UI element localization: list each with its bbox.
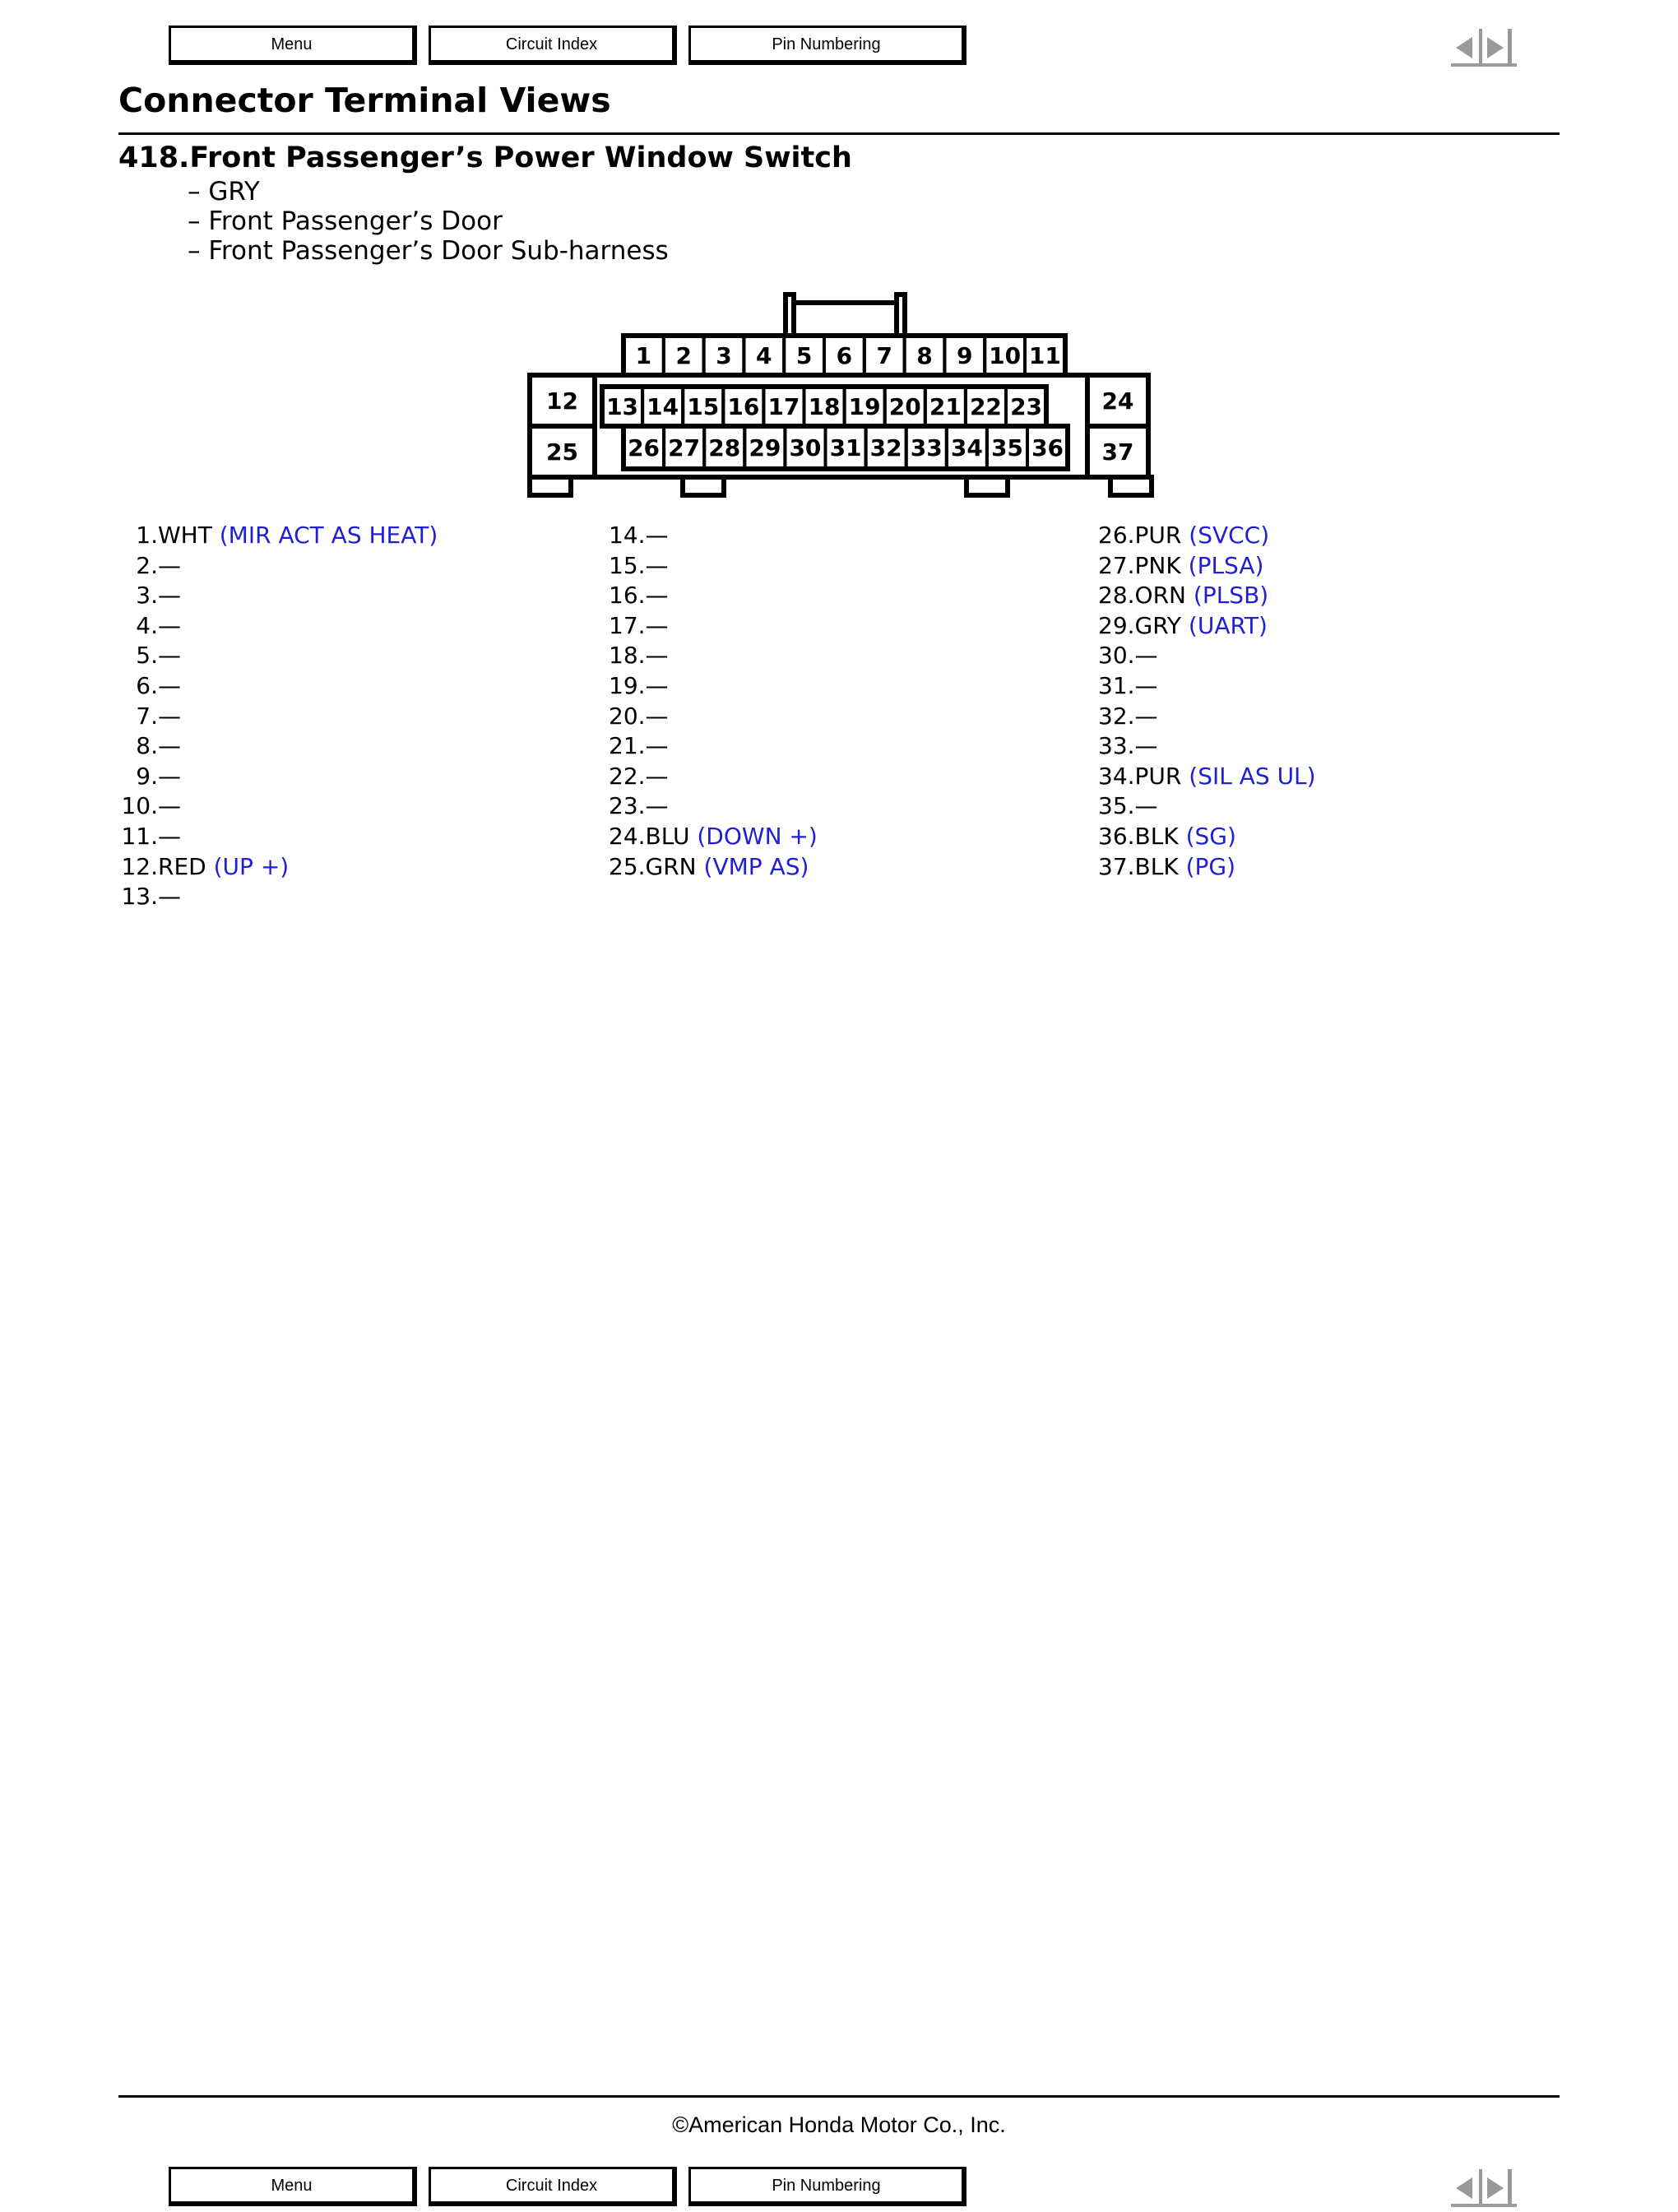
- pin-label-29: 29: [749, 434, 781, 461]
- pin-label-19: 19: [848, 393, 881, 420]
- pin-number: 35.: [1098, 792, 1135, 820]
- pin-number: 23.: [609, 792, 646, 820]
- pin-number: 12.: [121, 852, 158, 880]
- pin-list-item: [118, 521, 438, 551]
- pin-number: 15.: [609, 551, 646, 579]
- pin-list-item: [609, 852, 818, 883]
- pin-label-6: 6: [836, 342, 853, 369]
- pin-label-3: 3: [716, 342, 732, 369]
- wire-color: WHT: [158, 522, 212, 549]
- pin-list-item: [1098, 551, 1316, 582]
- pin-list-item: [118, 702, 438, 732]
- pin-list-item: [1098, 731, 1316, 762]
- pin-list-item: [609, 791, 818, 822]
- pin-list-item: [1098, 822, 1316, 852]
- pin-list-item: [1098, 611, 1316, 642]
- pin-list-item: [1098, 762, 1316, 792]
- pin-label-28: 28: [708, 434, 741, 461]
- wire-color: —: [645, 762, 669, 790]
- pin-label-32: 32: [869, 434, 902, 461]
- pin-list-item: [609, 671, 818, 702]
- pin-number: 7.: [136, 702, 158, 730]
- wire-color: —: [645, 522, 669, 549]
- pin-label-8: 8: [916, 342, 933, 369]
- wire-color: —: [645, 792, 669, 820]
- pin-number: 5.: [136, 642, 158, 670]
- circuit-index-button[interactable]: Circuit Index: [429, 26, 677, 65]
- wire-color: —: [158, 551, 181, 579]
- pin-number: 21.: [609, 732, 646, 760]
- pin-numbering-button[interactable]: Pin Numbering: [688, 26, 966, 65]
- wire-color: —: [158, 642, 181, 670]
- pin-list-item: [1098, 791, 1316, 822]
- pin-number: 13.: [121, 883, 158, 911]
- pin-label-22: 22: [969, 393, 1002, 420]
- pin-function: (PG): [1185, 852, 1236, 880]
- wire-color: —: [1134, 702, 1158, 730]
- connector-color: – GRY: [188, 177, 260, 206]
- wire-color: —: [158, 582, 181, 610]
- pin-label-2: 2: [675, 342, 692, 369]
- pin-number: 16.: [609, 582, 646, 610]
- pin-number: 19.: [609, 671, 646, 699]
- pin-number: 11.: [121, 822, 158, 850]
- pin-number: 3.: [136, 582, 158, 610]
- wire-color: PUR: [1134, 762, 1182, 790]
- wire-color: RED: [158, 852, 206, 880]
- pin-label-20: 20: [888, 393, 921, 420]
- wire-color: —: [158, 671, 181, 699]
- connector-title: 418.Front Passenger’s Power Window Switch: [118, 141, 852, 174]
- pin-label-33: 33: [910, 434, 943, 461]
- pin-number: 9.: [136, 762, 158, 790]
- pin-label-30: 30: [789, 434, 822, 461]
- pin-number: 8.: [136, 732, 158, 760]
- pin-list-item: [1098, 521, 1316, 551]
- pin-list-item: [118, 852, 438, 883]
- pin-number: 1.: [136, 522, 158, 549]
- pin-label-35: 35: [990, 434, 1023, 461]
- wire-color: BLK: [1134, 852, 1179, 880]
- pin-number: 31.: [1098, 671, 1135, 699]
- pin-list-item: [1098, 852, 1316, 883]
- pin-label-27: 27: [668, 434, 701, 461]
- pin-label-34: 34: [950, 434, 983, 461]
- pin-function: (MIR ACT AS HEAT): [219, 522, 438, 549]
- pin-label-10: 10: [989, 342, 1022, 369]
- pin-list-item: [118, 791, 438, 822]
- pin-list-item: [118, 551, 438, 582]
- wire-color: —: [645, 611, 669, 639]
- wire-color: GRY: [1134, 611, 1181, 639]
- pin-label-7: 7: [876, 342, 892, 369]
- pin-function: (SVCC): [1189, 522, 1270, 549]
- pin-number: 30.: [1098, 642, 1135, 670]
- wire-color: —: [1134, 642, 1158, 670]
- pin-number: 24.: [609, 822, 646, 850]
- pin-list-item: [118, 581, 438, 611]
- pin-number: 36.: [1098, 822, 1135, 850]
- pin-list-item: [118, 731, 438, 762]
- pin-number: 10.: [121, 792, 158, 820]
- menu-button[interactable]: Menu: [169, 26, 417, 65]
- pin-label-13: 13: [606, 393, 639, 420]
- pin-number: 2.: [136, 551, 158, 579]
- pin-number: 17.: [609, 611, 646, 639]
- triangle-right-icon[interactable]: [1484, 2168, 1522, 2209]
- pin-list-item: [609, 521, 818, 551]
- pin-number: 25.: [609, 852, 646, 880]
- wire-color: GRN: [645, 852, 697, 880]
- connector-location: – Front Passenger’s Door: [188, 206, 503, 236]
- pin-list-item: [609, 702, 818, 732]
- wire-color: —: [645, 551, 669, 579]
- pin-label-16: 16: [727, 393, 760, 420]
- pin-function: (PLSA): [1188, 551, 1264, 579]
- triangle-left-icon[interactable]: [1448, 2168, 1482, 2209]
- pin-label-1: 1: [635, 342, 652, 369]
- pin-label-21: 21: [929, 393, 962, 420]
- pin-function: (UP +): [213, 852, 290, 880]
- pin-number: 32.: [1098, 702, 1135, 730]
- footer-divider: [118, 2095, 1560, 2098]
- wire-color: —: [1134, 732, 1158, 760]
- pin-label-26: 26: [628, 434, 661, 461]
- pin-label-15: 15: [687, 393, 720, 420]
- wire-color: —: [158, 883, 181, 911]
- wire-color: —: [645, 671, 669, 699]
- wire-color: —: [158, 702, 181, 730]
- wire-color: BLU: [645, 822, 690, 850]
- pin-function: (UART): [1188, 611, 1268, 639]
- pin-list-item: [1098, 702, 1316, 732]
- pin-number: 22.: [609, 762, 646, 790]
- wire-color: —: [645, 732, 669, 760]
- pin-label-11: 11: [1028, 342, 1061, 369]
- pin-list-item: [118, 641, 438, 671]
- pin-label-24: 24: [1101, 387, 1134, 415]
- pin-number: 6.: [136, 671, 158, 699]
- pin-list-column-2: [609, 521, 818, 882]
- pin-label-14: 14: [647, 393, 679, 420]
- wire-color: —: [645, 642, 669, 670]
- wire-color: ORN: [1134, 582, 1186, 610]
- pin-function: (VMP AS): [703, 852, 809, 880]
- pin-number: 28.: [1098, 582, 1135, 610]
- pin-list-item: [609, 581, 818, 611]
- pin-function: (SG): [1185, 822, 1236, 850]
- pin-number: 33.: [1098, 732, 1135, 760]
- pin-list-column-3: [1098, 521, 1316, 882]
- wire-color: —: [158, 762, 181, 790]
- pin-number: 20.: [609, 702, 646, 730]
- pin-label-37: 37: [1101, 438, 1134, 466]
- pin-list-item: [609, 762, 818, 792]
- pin-list-item: [118, 671, 438, 702]
- pin-number: 37.: [1098, 852, 1135, 880]
- pin-list-item: [118, 762, 438, 792]
- pin-number: 27.: [1098, 551, 1135, 579]
- pin-label-31: 31: [829, 434, 862, 461]
- pin-number: 34.: [1098, 762, 1135, 790]
- pin-list-item: [1098, 671, 1316, 702]
- page-nav-arrows: [1448, 2168, 1522, 2209]
- connector-diagram: [0, 0, 1678, 526]
- pin-label-18: 18: [808, 393, 841, 420]
- wire-color: —: [158, 792, 181, 820]
- wire-color: BLK: [1134, 822, 1179, 850]
- wire-color: —: [158, 822, 181, 850]
- wire-color: —: [1134, 671, 1158, 699]
- pin-label-25: 25: [546, 438, 578, 466]
- pin-label-17: 17: [767, 393, 800, 420]
- connector-harness: – Front Passenger’s Door Sub-harness: [188, 236, 669, 266]
- wire-color: —: [1134, 792, 1158, 820]
- pin-label-4: 4: [756, 342, 772, 369]
- wire-color: PUR: [1134, 522, 1182, 549]
- pin-list-item: [609, 611, 818, 642]
- pin-function: (SIL AS UL): [1189, 762, 1316, 790]
- bottom-nav-bar: [169, 2167, 991, 2210]
- pin-list-column-1: [118, 521, 438, 912]
- pin-list-item: [1098, 581, 1316, 611]
- pin-label-5: 5: [795, 342, 813, 369]
- pin-label-36: 36: [1031, 434, 1064, 461]
- pin-list-item: [118, 822, 438, 852]
- pin-numbering-button[interactable]: Pin Numbering: [688, 2167, 966, 2206]
- wire-color: —: [158, 732, 181, 760]
- pin-label-12: 12: [546, 387, 578, 415]
- menu-button[interactable]: Menu: [169, 2167, 417, 2206]
- pin-list-item: [609, 731, 818, 762]
- copyright-text: ©American Honda Motor Co., Inc.: [672, 2112, 1006, 2137]
- pin-function: (PLSB): [1193, 582, 1269, 610]
- pin-number: 26.: [1098, 522, 1135, 549]
- pin-list-item: [609, 822, 818, 852]
- pin-number: 4.: [136, 611, 158, 639]
- circuit-index-button[interactable]: Circuit Index: [429, 2167, 677, 2206]
- page-title: Connector Terminal Views: [118, 81, 611, 120]
- pin-label-23: 23: [1010, 393, 1043, 420]
- pin-list-item: [609, 641, 818, 671]
- pin-list-item: [609, 551, 818, 582]
- pin-list-item: [1098, 641, 1316, 671]
- pin-function: (DOWN +): [697, 822, 818, 850]
- pin-number: 14.: [609, 522, 646, 549]
- pin-number: 18.: [609, 642, 646, 670]
- wire-color: —: [645, 702, 669, 730]
- pin-list-item: [118, 611, 438, 642]
- pin-list-item: [118, 882, 438, 912]
- pin-number: 29.: [1098, 611, 1135, 639]
- wire-color: —: [645, 582, 669, 610]
- wire-color: —: [158, 611, 181, 639]
- pin-label-9: 9: [957, 342, 973, 369]
- wire-color: PNK: [1134, 551, 1181, 579]
